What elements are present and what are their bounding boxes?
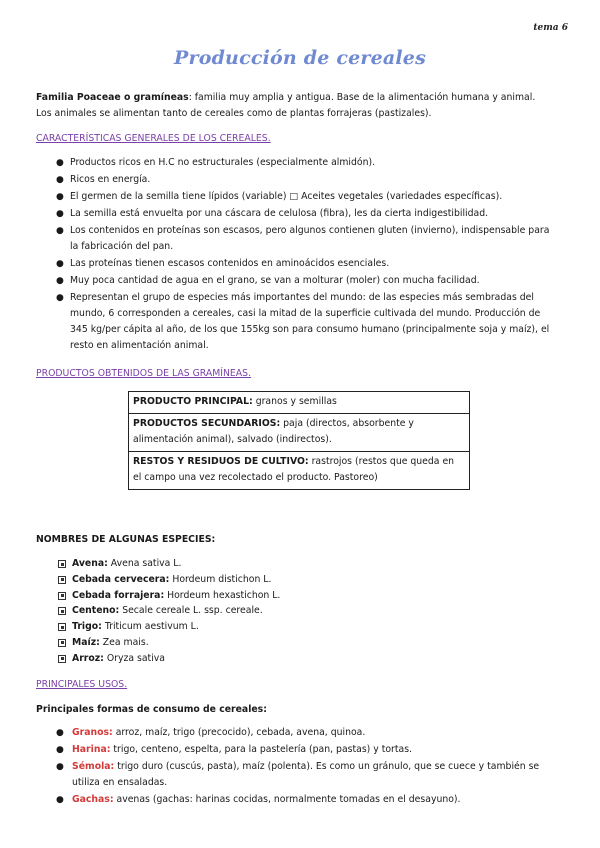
checkbox-bullet-icon [58,560,66,568]
productos-table [128,391,470,490]
table-row: RESTOS Y RESIDUOS DE CULTIVO: rastrojos (restos que queda en el campo una vez recolectado el producto. Pastoreo) [129,452,470,490]
list-item: ● Productos ricos en H.C no estructurales (especialmente almidón). [36,155,556,171]
list-item: Centeno: Secale cereale L. ssp. cereale. [36,603,280,619]
caracteristicas-list [36,155,556,355]
bullet-icon: ● [56,259,64,269]
list-item: ● El germen de la semilla tiene lípidos (variable) □ Aceites vegetales (variedades específicas). [36,189,556,205]
intro-text: : familia muy amplia y antigua. Base de la alimentación humana y animal. [188,92,536,103]
bullet-icon: ● [56,276,64,286]
heading-caracteristicas: CARACTERÍSTICAS GENERALES DE LOS CEREALES. [36,133,271,144]
list-item: ● Harina: trigo, centeno, espelta, para la pastelería (pan, pastas) y tortas. [36,742,556,758]
bullet-icon: ● [56,209,64,219]
list-item: Cebada cervecera: Hordeum distichon L. [36,572,280,588]
bullet-icon: ● [56,175,64,185]
bullet-icon: ● [56,158,64,168]
intro-paragraph [36,90,566,122]
bullet-icon: ● [56,745,64,755]
list-item: Trigo: Triticum aestivum L. [36,619,280,635]
bullet-icon: ● [56,728,64,738]
list-item: ● Muy poca cantidad de agua en el grano, se van a molturar (moler) con mucha facilidad. [36,273,556,289]
table-row: PRODUCTO PRINCIPAL: granos y semillas [129,392,470,414]
list-item: Maíz: Zea mais. [36,635,280,651]
heading-usos: PRINCIPALES USOS. [36,679,128,690]
heading-productos: PRODUCTOS OBTENIDOS DE LAS GRAMÍNEAS. [36,368,252,379]
list-item: Avena: Avena sativa L. [36,556,280,572]
heading-especies: NOMBRES DE ALGUNAS ESPECIES: [36,534,216,545]
list-item: ● Ricos en energía. [36,172,556,188]
usos-list [36,725,556,809]
bullet-icon: ● [56,226,64,236]
list-item: ● Las proteínas tienen escasos contenidos en aminoácidos esenciales. [36,256,556,272]
bullet-icon: ● [56,795,64,805]
list-item: ● Sémola: trigo duro (cuscús, pasta), maíz (polenta). Es como un gránulo, que se cuece y también se utiliza en ensaladas. [56,761,540,788]
checkbox-bullet-icon [58,607,66,615]
list-item: Cebada forrajera: Hordeum hexastichon L. [36,588,280,604]
checkbox-bullet-icon [58,576,66,584]
list-item: ● Los contenidos en proteínas son escasos, pero algunos contienen gluten (invierno), indispensable para la fabricación del pan. [56,225,550,252]
list-item: ● Representan el grupo de especies más importantes del mundo: de las especies más sembradas del mundo, 6 corresponden a cereales, casi la mitad de la superficie cultivada del mundo. Producción de 345 kg/per cápita al año, de los que 155kg son para consumo humano (principalmente soja y maíz), el resto en alimentación animal. [56,292,550,351]
bullet-icon: ● [56,293,64,303]
usos-subheading: Principales formas de consumo de cereales: [36,704,267,715]
page-title: Producción de cereales [174,47,426,69]
checkbox-bullet-icon [58,639,66,647]
intro-term: Familia Poaceae o gramíneas [36,92,189,103]
checkbox-bullet-icon [58,592,66,600]
bullet-icon: ● [56,192,64,202]
list-item: ● La semilla está envuelta por una cáscara de celulosa (fibra), les da cierta indigestibilidad. [36,206,556,222]
page-label: tema 6 [533,23,568,33]
table-row: PRODUCTOS SECUNDARIOS: paja (directos, absorbente y alimentación animal), salvado (indirectos). [129,414,470,452]
intro-line-2: Los animales se alimentan tanto de cereales como de plantas forrajeras (pastizales). [36,108,432,119]
list-item: Arroz: Oryza sativa [36,651,280,667]
especies-list [36,556,280,667]
checkbox-bullet-icon [58,623,66,631]
list-item: ● Gachas: avenas (gachas: harinas cocidas, normalmente tomadas en el desayuno). [36,792,556,808]
bullet-icon: ● [56,762,64,772]
checkbox-bullet-icon [58,655,66,663]
list-item: ● Granos: arroz, maíz, trigo (precocido), cebada, avena, quinoa. [36,725,556,741]
